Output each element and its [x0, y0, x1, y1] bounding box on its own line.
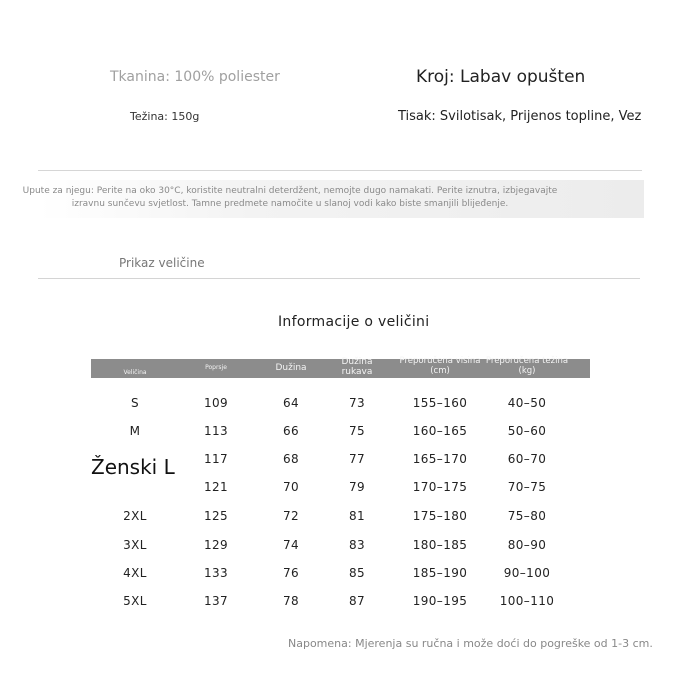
cell-height: 165–170 [412, 452, 468, 466]
cell-weight: 40–50 [507, 396, 547, 410]
cell-sleeve: 75 [348, 424, 366, 438]
cell-size: 3XL [123, 538, 147, 552]
cell-height: 160–165 [412, 424, 468, 438]
cell-bust: 121 [203, 480, 229, 494]
cell-height: 190–195 [412, 594, 468, 608]
cell-sleeve: 77 [348, 452, 366, 466]
cell-size: 5XL [123, 594, 147, 608]
cell-sleeve: 79 [348, 480, 366, 494]
cell-sleeve: 87 [348, 594, 366, 608]
cell-height: 155–160 [412, 396, 468, 410]
weight-info: Težina: 150g [130, 110, 200, 123]
cell-weight: 75–80 [507, 509, 547, 523]
print-info: Tisak: Svilotisak, Prijenos topline, Vez [398, 109, 642, 124]
header-recommended-height: Preporučena visina (cm) [399, 356, 481, 376]
cell-length: 70 [282, 480, 300, 494]
cell-weight: 50–60 [507, 424, 547, 438]
header-sleeve-length: Dužina rukava [341, 357, 373, 377]
divider-size-view [38, 278, 640, 279]
cell-weight: 70–75 [507, 480, 547, 494]
cell-size: 4XL [123, 566, 147, 580]
cell-length: 64 [282, 396, 300, 410]
cell-weight: 100–110 [499, 594, 555, 608]
header-length: Dužina [275, 363, 307, 373]
cell-size: S [130, 396, 140, 410]
cell-bust: 129 [203, 538, 229, 552]
cell-height: 185–190 [412, 566, 468, 580]
cell-weight: 90–100 [503, 566, 551, 580]
cell-length: 72 [282, 509, 300, 523]
cell-sleeve: 73 [348, 396, 366, 410]
fabric-info: Tkanina: 100% poliester [110, 69, 280, 85]
cell-bust: 133 [203, 566, 229, 580]
womens-size-label: Ženski L [91, 455, 175, 479]
header-size: Veličina [123, 369, 147, 376]
fit-info: Kroj: Labav opušten [416, 67, 586, 87]
size-info-title: Informacije o veličini [278, 314, 430, 330]
cell-height: 180–185 [412, 538, 468, 552]
header-bust: Poprsje [205, 364, 227, 371]
cell-length: 68 [282, 452, 300, 466]
cell-bust: 113 [203, 424, 229, 438]
cell-size: M [129, 424, 141, 438]
measurement-note: Napomena: Mjerenja su ručna i može doći do pogreške od 1-3 cm. [288, 637, 653, 650]
cell-sleeve: 83 [348, 538, 366, 552]
cell-length: 76 [282, 566, 300, 580]
size-view-label: Prikaz veličine [119, 256, 205, 270]
cell-bust: 109 [203, 396, 229, 410]
care-instructions: Upute za njegu: Perite na oko 30°C, koristite neutralni deterdžent, nemojte dugo namakati. Perite iznutra, izbjegavajte izravnu sunčevu svjetlost. Tamne predmete namočite u slanoj vodi kako biste smanjili blijeđenje. [22, 186, 558, 209]
cell-sleeve: 85 [348, 566, 366, 580]
divider-top [38, 170, 642, 171]
cell-size: 2XL [123, 509, 147, 523]
cell-bust: 137 [203, 594, 229, 608]
cell-weight: 60–70 [507, 452, 547, 466]
cell-height: 175–180 [412, 509, 468, 523]
cell-weight: 80–90 [507, 538, 547, 552]
cell-bust: 125 [203, 509, 229, 523]
cell-length: 74 [282, 538, 300, 552]
cell-length: 66 [282, 424, 300, 438]
cell-sleeve: 81 [348, 509, 366, 523]
cell-height: 170–175 [412, 480, 468, 494]
header-recommended-weight: Preporučena težina (kg) [485, 356, 569, 376]
cell-length: 78 [282, 594, 300, 608]
cell-bust: 117 [203, 452, 229, 466]
